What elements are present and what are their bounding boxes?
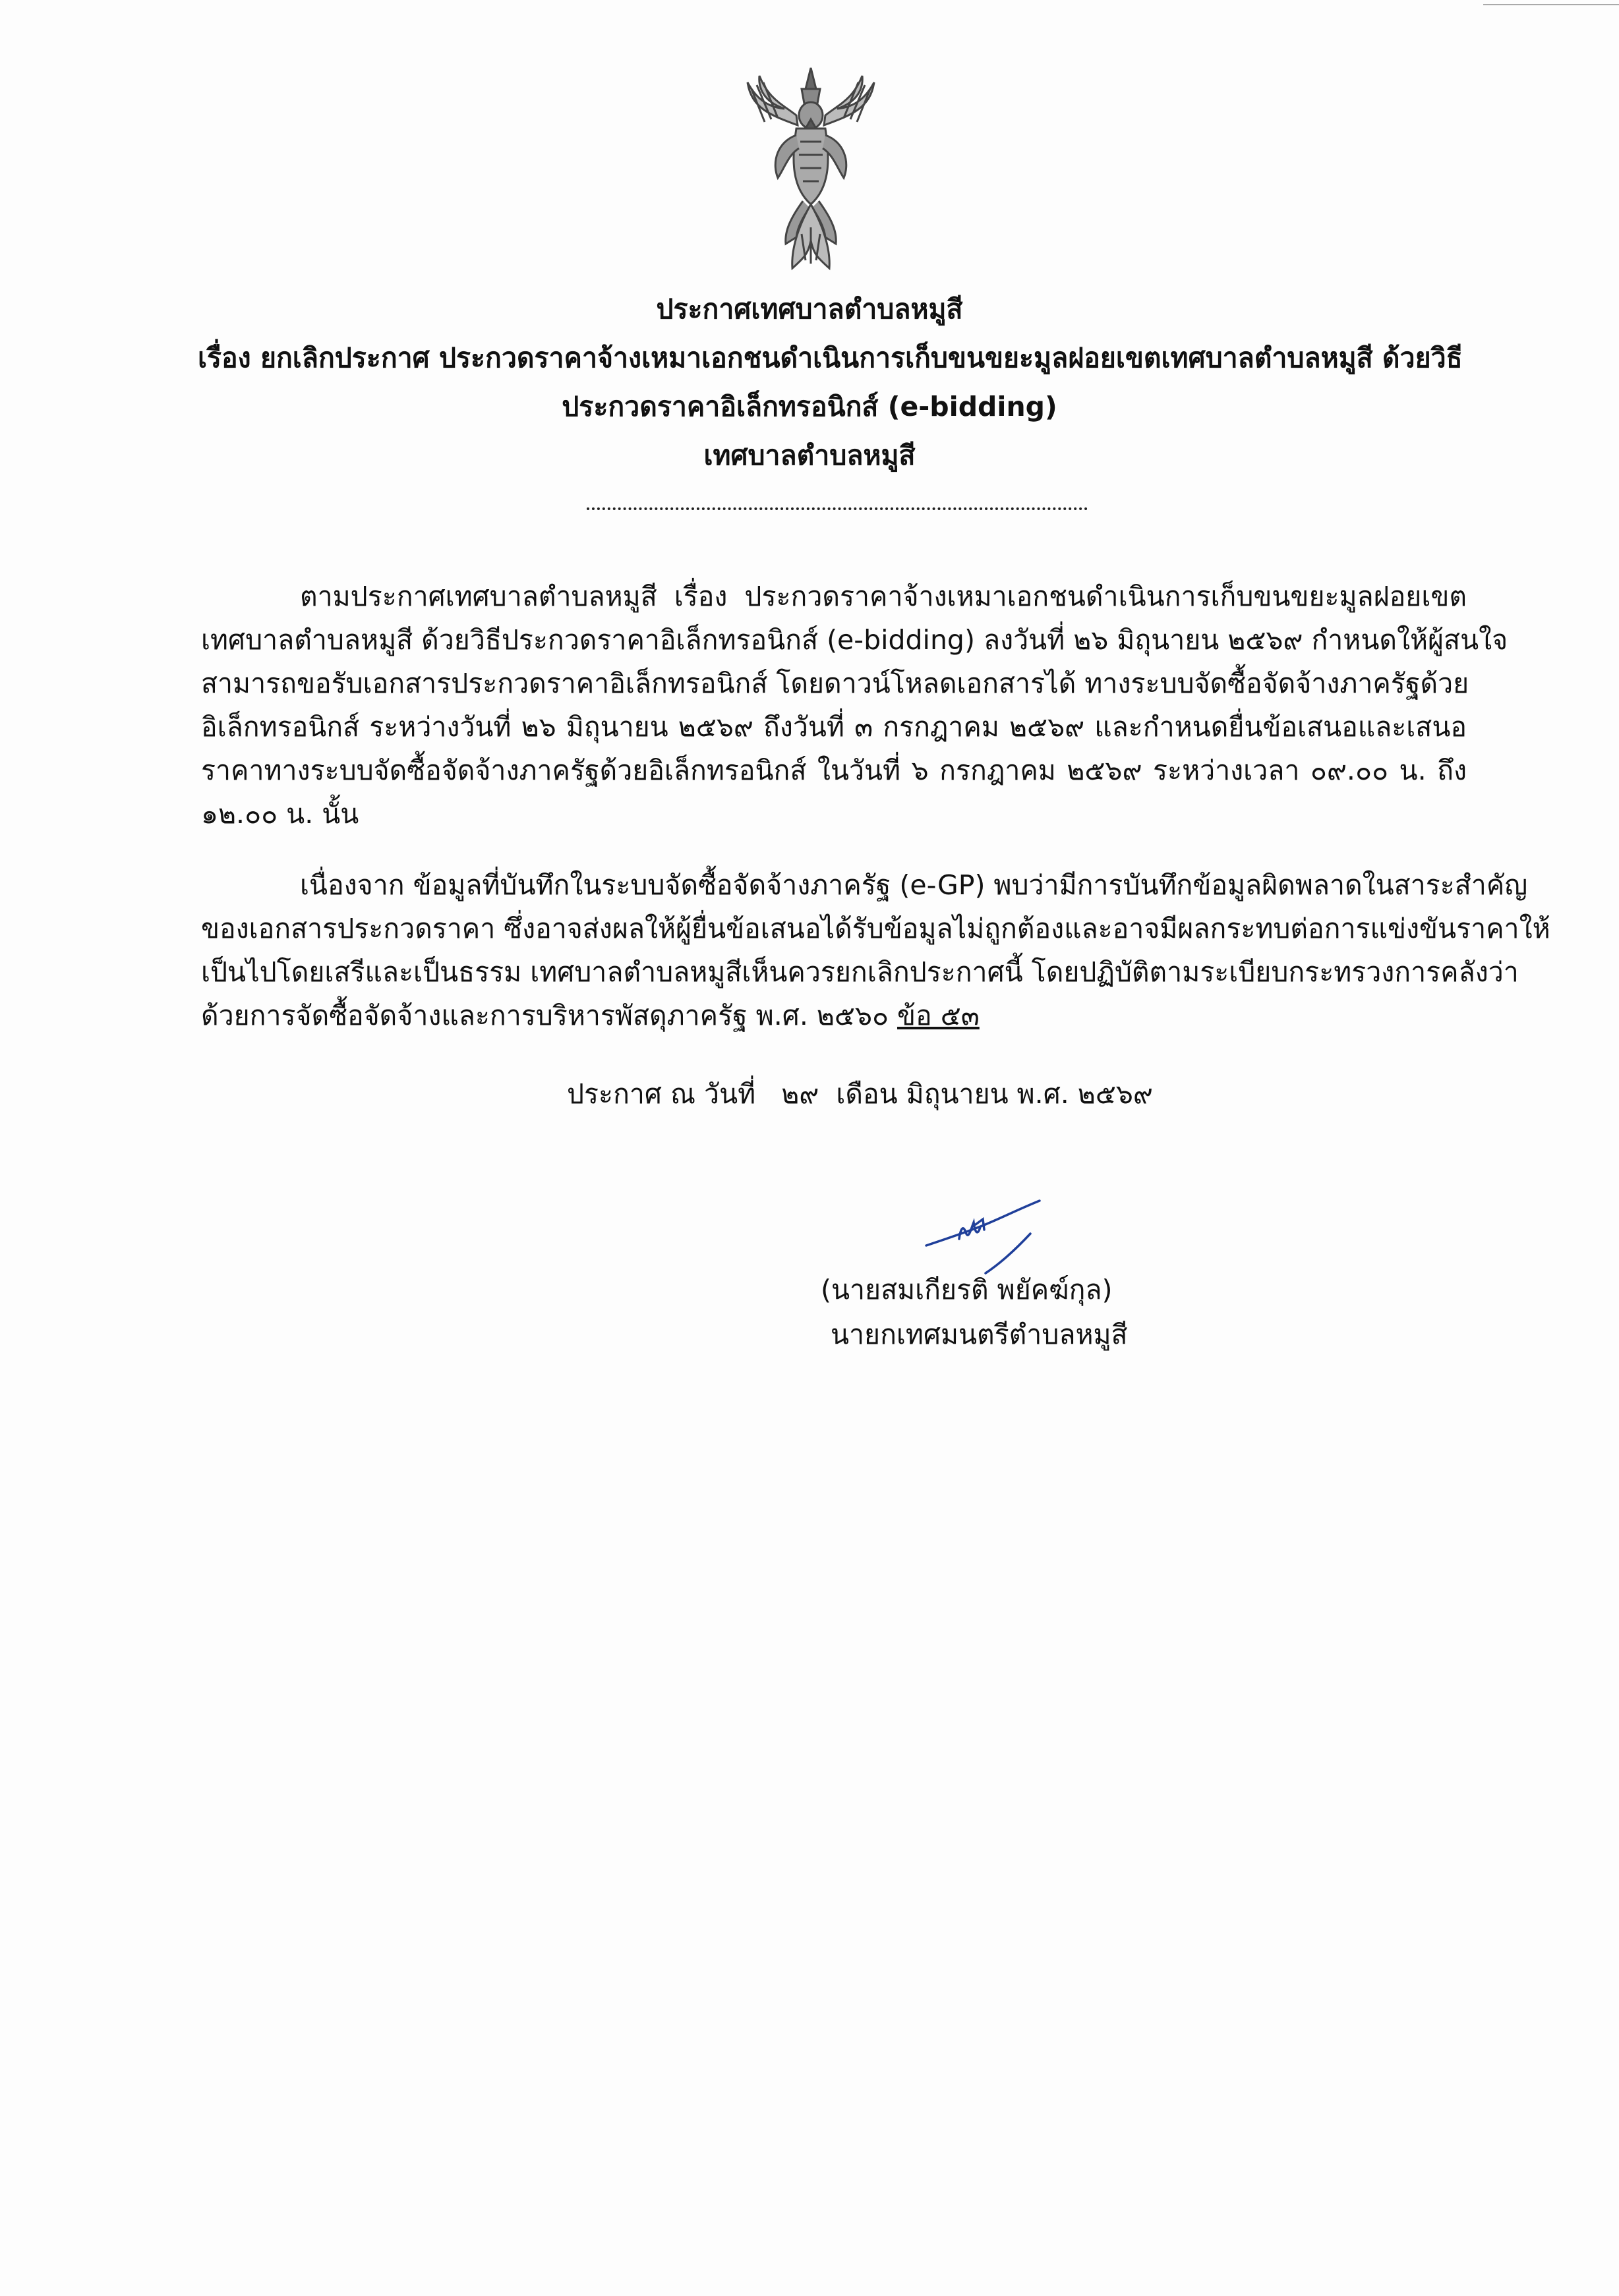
issuer-name: เทศบาลตำบลหมูสี — [703, 440, 916, 471]
dotted-divider — [587, 507, 1088, 510]
paragraph-line: สามารถขอรับเอกสารประกวดราคาอิเล็กทรอนิกส์ โดยดาวน์โหลดเอกสารได้ ทางระบบจัดซื้อจัดจ้างภาครัฐด้วย — [201, 668, 1469, 699]
regulation-clause-reference: ข้อ ๕๓ — [897, 1000, 980, 1031]
signer-title: นายกเทศมนตรีตำบลหมูสี — [831, 1319, 1128, 1350]
paragraph-line: เป็นไปโดยเสรีและเป็นธรรม เทศบาลตำบลหมูสีเห็นควรยกเลิกประกาศนี้ โดยปฏิบัติตามระเบียบกระทรวงการคลังว่า — [201, 956, 1519, 988]
paragraph-text: ด้วยการจัดซื้อจัดจ้างและการบริหารพัสดุภาครัฐ พ.ศ. ๒๕๖๐ — [201, 1000, 898, 1031]
announcement-date: ประกาศ ณ วันที่ ๒๙ เดือน มิถุนายน พ.ศ. ๒๕๖๙ — [567, 1078, 1153, 1110]
paragraph-line-final — [201, 994, 1467, 1037]
paragraph-line: เทศบาลตำบลหมูสี ด้วยวิธีประกวดราคาอิเล็กทรอนิกส์ (e-bidding) ลงวันที่ ๒๖ มิถุนายน ๒๕๖๙ กำหนดให้ผู้สนใจ — [201, 624, 1508, 656]
paragraph-line: ตามประกาศเทศบาลตำบลหมูสี เรื่อง ประกวดราคาจ้างเหมาเอกชนดำเนินการเก็บขนขยะมูลฝอยเขต — [300, 581, 1467, 612]
handwritten-signature — [920, 1193, 1045, 1278]
subject-line: เรื่อง ยกเลิกประกาศ ประกวดราคาจ้างเหมาเอกชนดำเนินการเก็บขนขยะมูลฝอยเขตเทศบาลตำบลหมูสี ด้วยวิธี — [198, 342, 1463, 374]
paragraph-line: ๑๒.๐๐ น. นั้น — [201, 798, 359, 830]
paragraph-line: อิเล็กทรอนิกส์ ระหว่างวันที่ ๒๖ มิถุนายน ๒๕๖๙ ถึงวันที่ ๓ กรกฎาคม ๒๕๖๙ และกำหนดยื่นข้อเสนอและเสนอ — [201, 711, 1467, 743]
paragraph-background — [201, 575, 1508, 836]
paragraph-reason — [201, 863, 1550, 1037]
paragraph-line: เนื่องจาก ข้อมูลที่บันทึกในระบบจัดซื้อจัดจ้างภาครัฐ (e-GP) พบว่ามีการบันทึกข้อมูลผิดพลาดในสาระสำคัญ — [300, 869, 1528, 901]
subject-line-continued: ประกวดราคาอิเล็กทรอนิกส์ (e-bidding) — [562, 391, 1057, 422]
garuda-emblem-icon — [745, 63, 877, 273]
scan-edge-line — [1483, 4, 1619, 5]
signer-name: (นายสมเกียรติ พยัคฆ์กุล) — [821, 1274, 1113, 1306]
paragraph-line: ของเอกสารประกวดราคา ซึ่งอาจส่งผลให้ผู้ยื่นข้อเสนอได้รับข้อมูลไม่ถูกต้องและอาจมีผลกระทบต่อการแข่งขันราคาให้ — [201, 913, 1550, 944]
paragraph-line: ราคาทางระบบจัดซื้อจัดจ้างภาครัฐด้วยอิเล็กทรอนิกส์ ในวันที่ ๖ กรกฎาคม ๒๕๖๙ ระหว่างเวลา ๐๙.๐๐ น. ถึง — [201, 755, 1467, 786]
announcement-title: ประกาศเทศบาลตำบลหมูสี — [656, 293, 963, 325]
